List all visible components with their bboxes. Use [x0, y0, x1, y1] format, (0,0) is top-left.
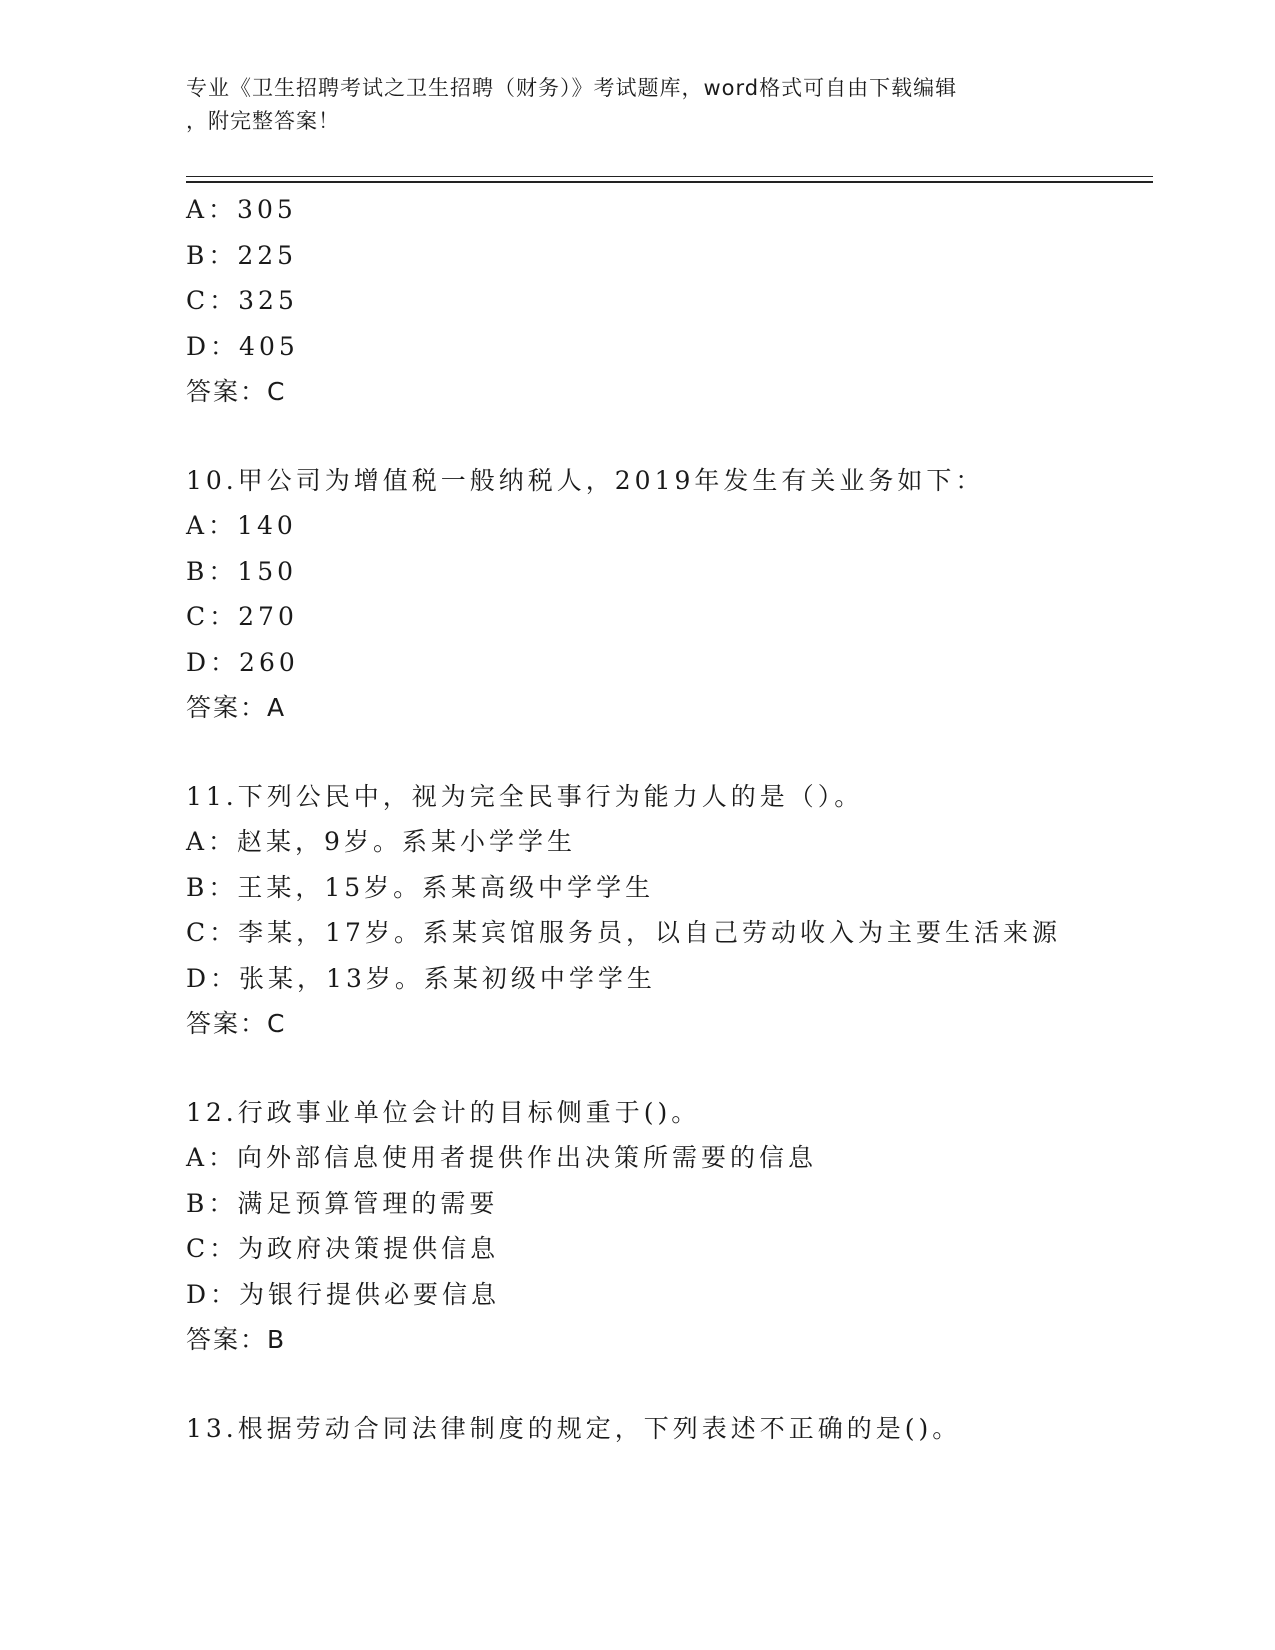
question-list — [186, 187, 1146, 1451]
question-block-13 — [186, 1406, 1146, 1452]
answer-line: 答案：C — [186, 377, 287, 406]
option-d: D：为银行提供必要信息 — [186, 1279, 501, 1309]
question-gap — [186, 1047, 1146, 1090]
question-gap — [186, 731, 1146, 774]
question-block-12 — [186, 1090, 1146, 1363]
question-block-10 — [186, 458, 1146, 731]
question-text: 10.甲公司为增值税一般纳税人，2019年发生有关业务如下： — [186, 465, 985, 495]
question-text: 11.下列公民中，视为完全民事行为能力人的是（）。 — [186, 781, 864, 811]
header-title-line-2: ，附完整答案！ — [186, 109, 340, 133]
option-a: A：赵某，9岁。系某小学学生 — [186, 827, 576, 856]
answer-line: 答案：C — [186, 1009, 287, 1038]
option-c: C：为政府决策提供信息 — [186, 1234, 500, 1263]
question-block-11 — [186, 774, 1146, 1047]
option-b: B：150 — [186, 556, 298, 586]
option-b: B：满足预算管理的需要 — [186, 1188, 499, 1218]
header-divider-thick — [186, 181, 1153, 183]
header-divider-thin — [186, 176, 1153, 177]
question-gap — [186, 415, 1146, 458]
option-c: C：李某，17岁。系某宾馆服务员，以自己劳动收入为主要生活来源 — [186, 918, 1061, 947]
question-text: 13.根据劳动合同法律制度的规定，下列表述不正确的是()。 — [186, 1413, 962, 1443]
question-block-9 — [186, 187, 1146, 415]
header-title-line-1: 专业《卫生招聘考试之卫生招聘（财务）》考试题库，word格式可自由下载编辑 — [186, 76, 958, 100]
question-gap — [186, 1363, 1146, 1406]
option-a: A：140 — [186, 511, 297, 540]
option-a: A：305 — [186, 195, 297, 224]
answer-line: 答案：B — [186, 1325, 287, 1354]
option-b: B：225 — [186, 240, 298, 270]
option-c: C：270 — [186, 602, 298, 631]
option-d: D：260 — [186, 647, 299, 677]
question-text: 12.行政事业单位会计的目标侧重于()。 — [186, 1097, 701, 1127]
option-a: A：向外部信息使用者提供作出决策所需要的信息 — [186, 1143, 818, 1172]
option-b: B：王某，15岁。系某高级中学学生 — [186, 872, 655, 902]
option-d: D：405 — [186, 331, 299, 361]
document-header — [186, 72, 1076, 138]
answer-line: 答案：A — [186, 693, 287, 722]
option-d: D：张某，13岁。系某初级中学学生 — [186, 963, 656, 993]
option-c: C：325 — [186, 286, 298, 315]
